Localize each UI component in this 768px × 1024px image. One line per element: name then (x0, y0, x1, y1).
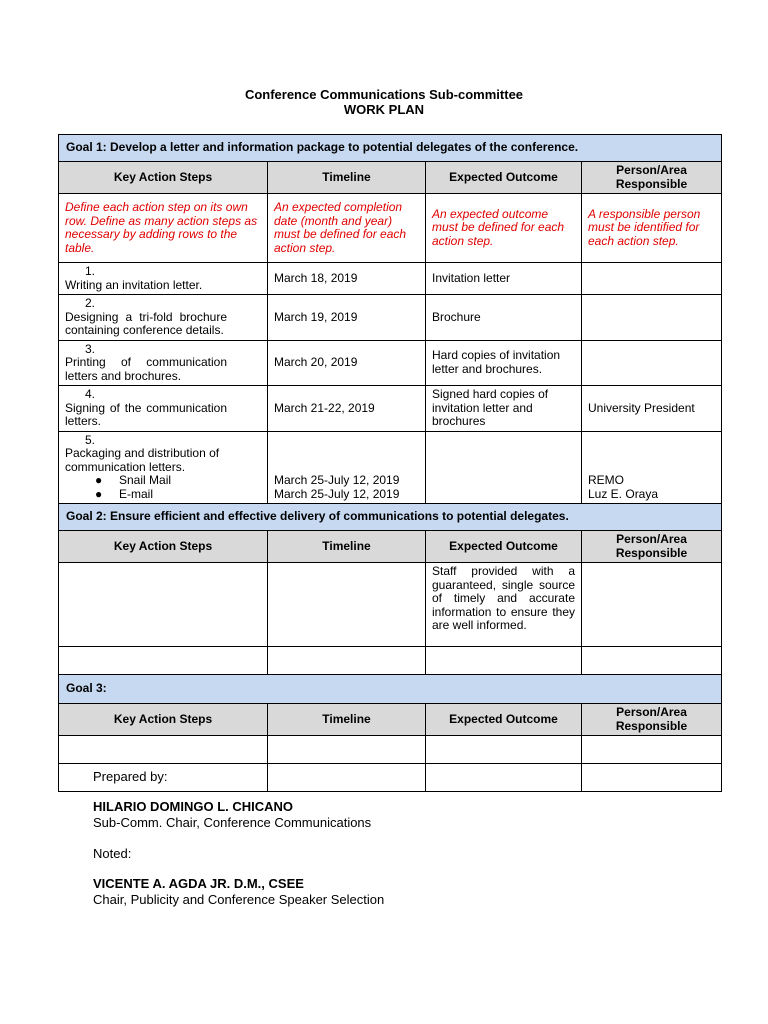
table-row (59, 431, 722, 504)
document-header (0, 87, 768, 117)
step-cell (59, 340, 268, 386)
person-cell (582, 736, 722, 764)
bullet-icon: ● (95, 473, 103, 487)
person-cell (582, 563, 722, 647)
timeline-email: March 25-July 12, 2019 (274, 486, 400, 501)
table-row (59, 340, 722, 386)
header-timeline: Timeline (268, 704, 426, 736)
goal-3-row (59, 675, 722, 704)
goal-3-header-row (59, 704, 722, 736)
outcome-cell (426, 764, 582, 792)
header-key-action-steps: Key Action Steps (59, 531, 268, 563)
step-text: Signing of the communication letters. (65, 400, 227, 428)
goal-1-header-row (59, 162, 722, 194)
step-cell (59, 386, 268, 432)
outcome-cell: Signed hard copies of invitation letter and brochures (426, 386, 582, 432)
step-number: 2. (84, 296, 95, 310)
sub-item-label: Snail Mail (119, 473, 172, 487)
goal-3-label: Goal 3: (59, 675, 722, 704)
outcome-cell (426, 647, 582, 675)
table-row (59, 647, 722, 675)
instruction-row (59, 194, 722, 263)
prepared-by-name: HILARIO DOMINGO L. CHICANO (93, 799, 294, 814)
table-row (59, 563, 722, 647)
person-cell (582, 295, 722, 341)
person-cell (582, 647, 722, 675)
timeline-cell (268, 764, 426, 792)
timeline-snail-mail: March 25-July 12, 2019 (274, 473, 400, 487)
goal-2-row (59, 504, 722, 531)
table-row (59, 263, 722, 295)
header-person-responsible: Person/Area Responsible (582, 162, 722, 194)
step-cell (59, 563, 268, 647)
table-row (59, 295, 722, 341)
prepared-by-label: Prepared by: (93, 769, 168, 784)
prepared-by-title: Sub-Comm. Chair, Conference Communications (93, 815, 372, 830)
goal-2-header-row (59, 531, 722, 563)
person-cell: University President (582, 386, 722, 432)
person-cell (582, 431, 722, 504)
outcome-cell: Brochure (426, 295, 582, 341)
person-email: Luz E. Oraya (588, 486, 659, 501)
step-number: 5. (84, 432, 95, 447)
step-text: Packaging and distribution of communication letters. (65, 446, 220, 474)
goal-2-label: Goal 2: Ensure efficient and effective delivery of communications to potential delegates. (59, 504, 722, 531)
timeline-cell: March 18, 2019 (268, 263, 426, 295)
table-row (59, 386, 722, 432)
outcome-cell: Invitation letter (426, 263, 582, 295)
header-key-action-steps: Key Action Steps (59, 704, 268, 736)
sub-item-label: E-mail (119, 486, 154, 501)
step-cell (59, 431, 268, 504)
instruction-steps: Define each action step on its own row. Define as many action steps as necessary by adding rows to the table. (59, 194, 268, 263)
instruction-timeline: An expected completion date (month and year) must be defined for each action step. (268, 194, 426, 263)
header-person-responsible: Person/Area Responsible (582, 704, 722, 736)
outcome-cell: Staff provided with a guaranteed, single source of timely and accurate information to ensure they are well informed. (426, 563, 582, 647)
sub-item-snail-mail (65, 474, 261, 488)
timeline-cell (268, 736, 426, 764)
step-cell (59, 295, 268, 341)
step-cell (59, 647, 268, 675)
work-plan-table (58, 134, 722, 792)
timeline-cell: March 20, 2019 (268, 340, 426, 386)
header-timeline: Timeline (268, 531, 426, 563)
step-text: Writing an invitation letter. (65, 277, 203, 292)
noted-by-name: VICENTE A. AGDA JR. D.M., CSEE (93, 876, 304, 891)
instruction-outcome: An expected outcome must be defined for each action step. (426, 194, 582, 263)
header-timeline: Timeline (268, 162, 426, 194)
header-expected-outcome: Expected Outcome (426, 531, 582, 563)
step-text: Printing of communication letters and brochures. (65, 355, 227, 383)
step-text: Designing a tri-fold brochure containing conference details. (65, 309, 227, 337)
noted-by-title: Chair, Publicity and Conference Speaker Selection (93, 892, 385, 907)
bullet-icon: ● (95, 486, 103, 501)
header-expected-outcome: Expected Outcome (426, 162, 582, 194)
header-expected-outcome: Expected Outcome (426, 704, 582, 736)
document-title: Conference Communications Sub-committee (244, 87, 524, 102)
outcome-cell: Hard copies of invitation letter and brochures. (426, 340, 582, 386)
step-number: 1. (84, 264, 95, 278)
document-subtitle: WORK PLAN (343, 102, 425, 117)
goal-1-row (59, 135, 722, 162)
noted-label: Noted: (93, 846, 132, 861)
timeline-cell (268, 563, 426, 647)
step-number: 4. (84, 387, 95, 401)
outcome-cell (426, 736, 582, 764)
outcome-cell (426, 431, 582, 504)
step-number: 3. (84, 341, 95, 356)
timeline-cell: March 19, 2019 (268, 295, 426, 341)
instruction-person: A responsible person must be identified for each action step. (582, 194, 722, 263)
header-key-action-steps: Key Action Steps (59, 162, 268, 194)
sub-item-email (65, 488, 261, 502)
timeline-cell (268, 431, 426, 504)
timeline-cell: March 21-22, 2019 (268, 386, 426, 432)
timeline-cell (268, 647, 426, 675)
person-cell (582, 764, 722, 792)
person-cell (582, 263, 722, 295)
step-cell (59, 736, 268, 764)
step-cell (59, 263, 268, 295)
person-snail-mail: REMO (588, 473, 624, 487)
goal-1-label: Goal 1: Develop a letter and information package to potential delegates of the conference. (59, 135, 722, 162)
header-person-responsible: Person/Area Responsible (582, 531, 722, 563)
person-cell (582, 340, 722, 386)
table-row (59, 736, 722, 764)
